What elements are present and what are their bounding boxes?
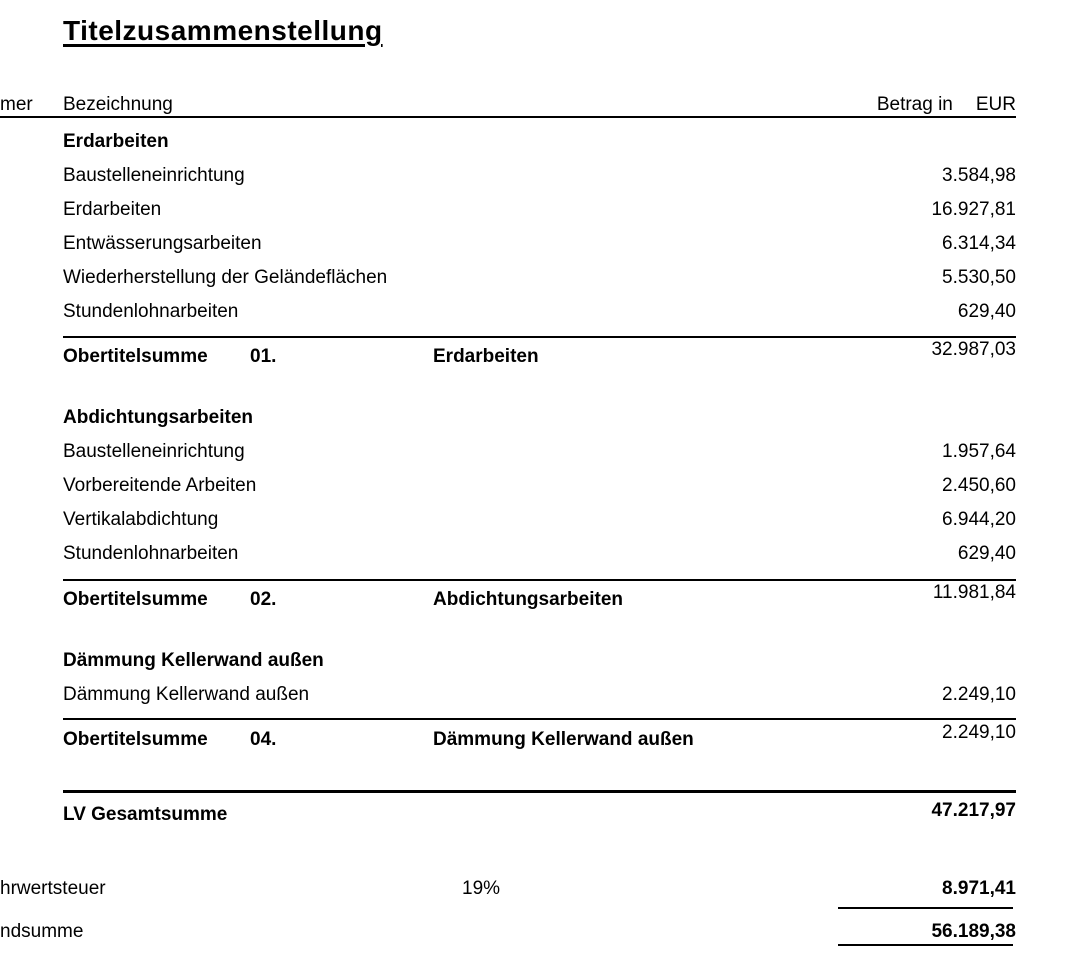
vat-amount: 8.971,41	[942, 878, 1016, 899]
column-header-amount: Betrag in	[876, 94, 953, 115]
final-total-divider-line	[838, 944, 1013, 946]
item-label: Entwässerungsarbeiten	[63, 233, 262, 254]
column-header-number: mer	[0, 94, 33, 115]
item-label: Dämmung Kellerwand außen	[63, 684, 310, 705]
item-label: Wiederherstellung der Geländeflächen	[63, 267, 388, 288]
subtotal-divider-line	[63, 579, 1016, 581]
page-title: Titelzusammenstellung	[63, 15, 383, 46]
vat-row	[0, 878, 1016, 902]
final-total-amount: 56.189,38	[931, 921, 1016, 942]
table-row	[63, 233, 1016, 257]
subtotal-amount: 32.987,03	[931, 339, 1016, 360]
section-heading: Dämmung Kellerwand außen	[63, 650, 324, 671]
table-row	[63, 165, 1016, 189]
section-heading-row	[63, 131, 1016, 155]
column-header-description: Bezeichnung	[63, 94, 173, 115]
subtotal-amount: 11.981,84	[932, 582, 1016, 603]
subtotal-number: 02.	[250, 589, 277, 610]
subtotal-name: Dämmung Kellerwand außen	[433, 729, 694, 750]
item-label: Vorbereitende Arbeiten	[63, 475, 257, 496]
section-heading: Abdichtungsarbeiten	[63, 407, 254, 428]
subtotal-divider-line	[63, 336, 1016, 338]
final-total-row	[0, 921, 1016, 945]
grand-total-row	[63, 800, 1016, 828]
item-amount: 629,40	[957, 543, 1016, 564]
item-label: Stundenlohnarbeiten	[63, 301, 239, 322]
item-amount: 6.314,34	[942, 233, 1016, 254]
grand-total-amount: 47.217,97	[931, 800, 1016, 821]
table-row	[63, 199, 1016, 223]
subtotal-row	[63, 339, 1016, 370]
item-amount: 2.450,60	[942, 475, 1016, 496]
grand-total-divider-line	[63, 790, 1016, 793]
subtotal-label: Obertitelsumme	[63, 589, 208, 610]
item-label: Baustelleneinrichtung	[63, 165, 245, 186]
table-row	[63, 301, 1016, 325]
subtotal-name: Abdichtungsarbeiten	[433, 589, 624, 610]
table-row	[63, 509, 1016, 533]
item-label: Erdarbeiten	[63, 199, 162, 220]
table-row	[63, 441, 1016, 465]
vat-divider-line	[838, 907, 1013, 909]
subtotal-number: 01.	[250, 346, 277, 367]
table-row	[63, 475, 1016, 499]
table-row	[63, 543, 1016, 567]
section-heading-row	[63, 650, 1016, 674]
subtotal-label: Obertitelsumme	[63, 729, 208, 750]
item-amount: 629,40	[957, 301, 1016, 322]
item-amount: 1.957,64	[942, 441, 1016, 462]
column-header-currency: EUR	[975, 94, 1016, 115]
item-label: Vertikalabdichtung	[63, 509, 219, 530]
grand-total-label: LV Gesamtsumme	[63, 804, 228, 825]
subtotal-amount: 2.249,10	[942, 722, 1016, 743]
section-heading: Erdarbeiten	[63, 131, 169, 152]
table-row	[63, 684, 1016, 708]
table-row	[63, 267, 1016, 291]
item-label: Baustelleneinrichtung	[63, 441, 245, 462]
subtotal-label: Obertitelsumme	[63, 346, 208, 367]
item-amount: 2.249,10	[942, 684, 1016, 705]
subtotal-row	[63, 582, 1016, 613]
item-amount: 6.944,20	[942, 509, 1016, 530]
item-amount: 3.584,98	[942, 165, 1016, 186]
header-divider-line	[0, 116, 1016, 118]
item-label: Stundenlohnarbeiten	[63, 543, 239, 564]
vat-label: hrwertsteuer	[0, 878, 106, 899]
item-amount: 5.530,50	[942, 267, 1016, 288]
final-total-label: ndsumme	[0, 921, 84, 942]
column-header-amount-group	[877, 94, 1016, 116]
subtotal-number: 04.	[250, 729, 277, 750]
item-amount: 16.927,81	[931, 199, 1016, 220]
subtotal-name: Erdarbeiten	[433, 346, 539, 367]
subtotal-row	[63, 722, 1016, 753]
section-heading-row	[63, 407, 1016, 431]
table-header-row	[0, 94, 1016, 118]
vat-rate: 19%	[462, 878, 501, 899]
subtotal-divider-line	[63, 718, 1016, 720]
